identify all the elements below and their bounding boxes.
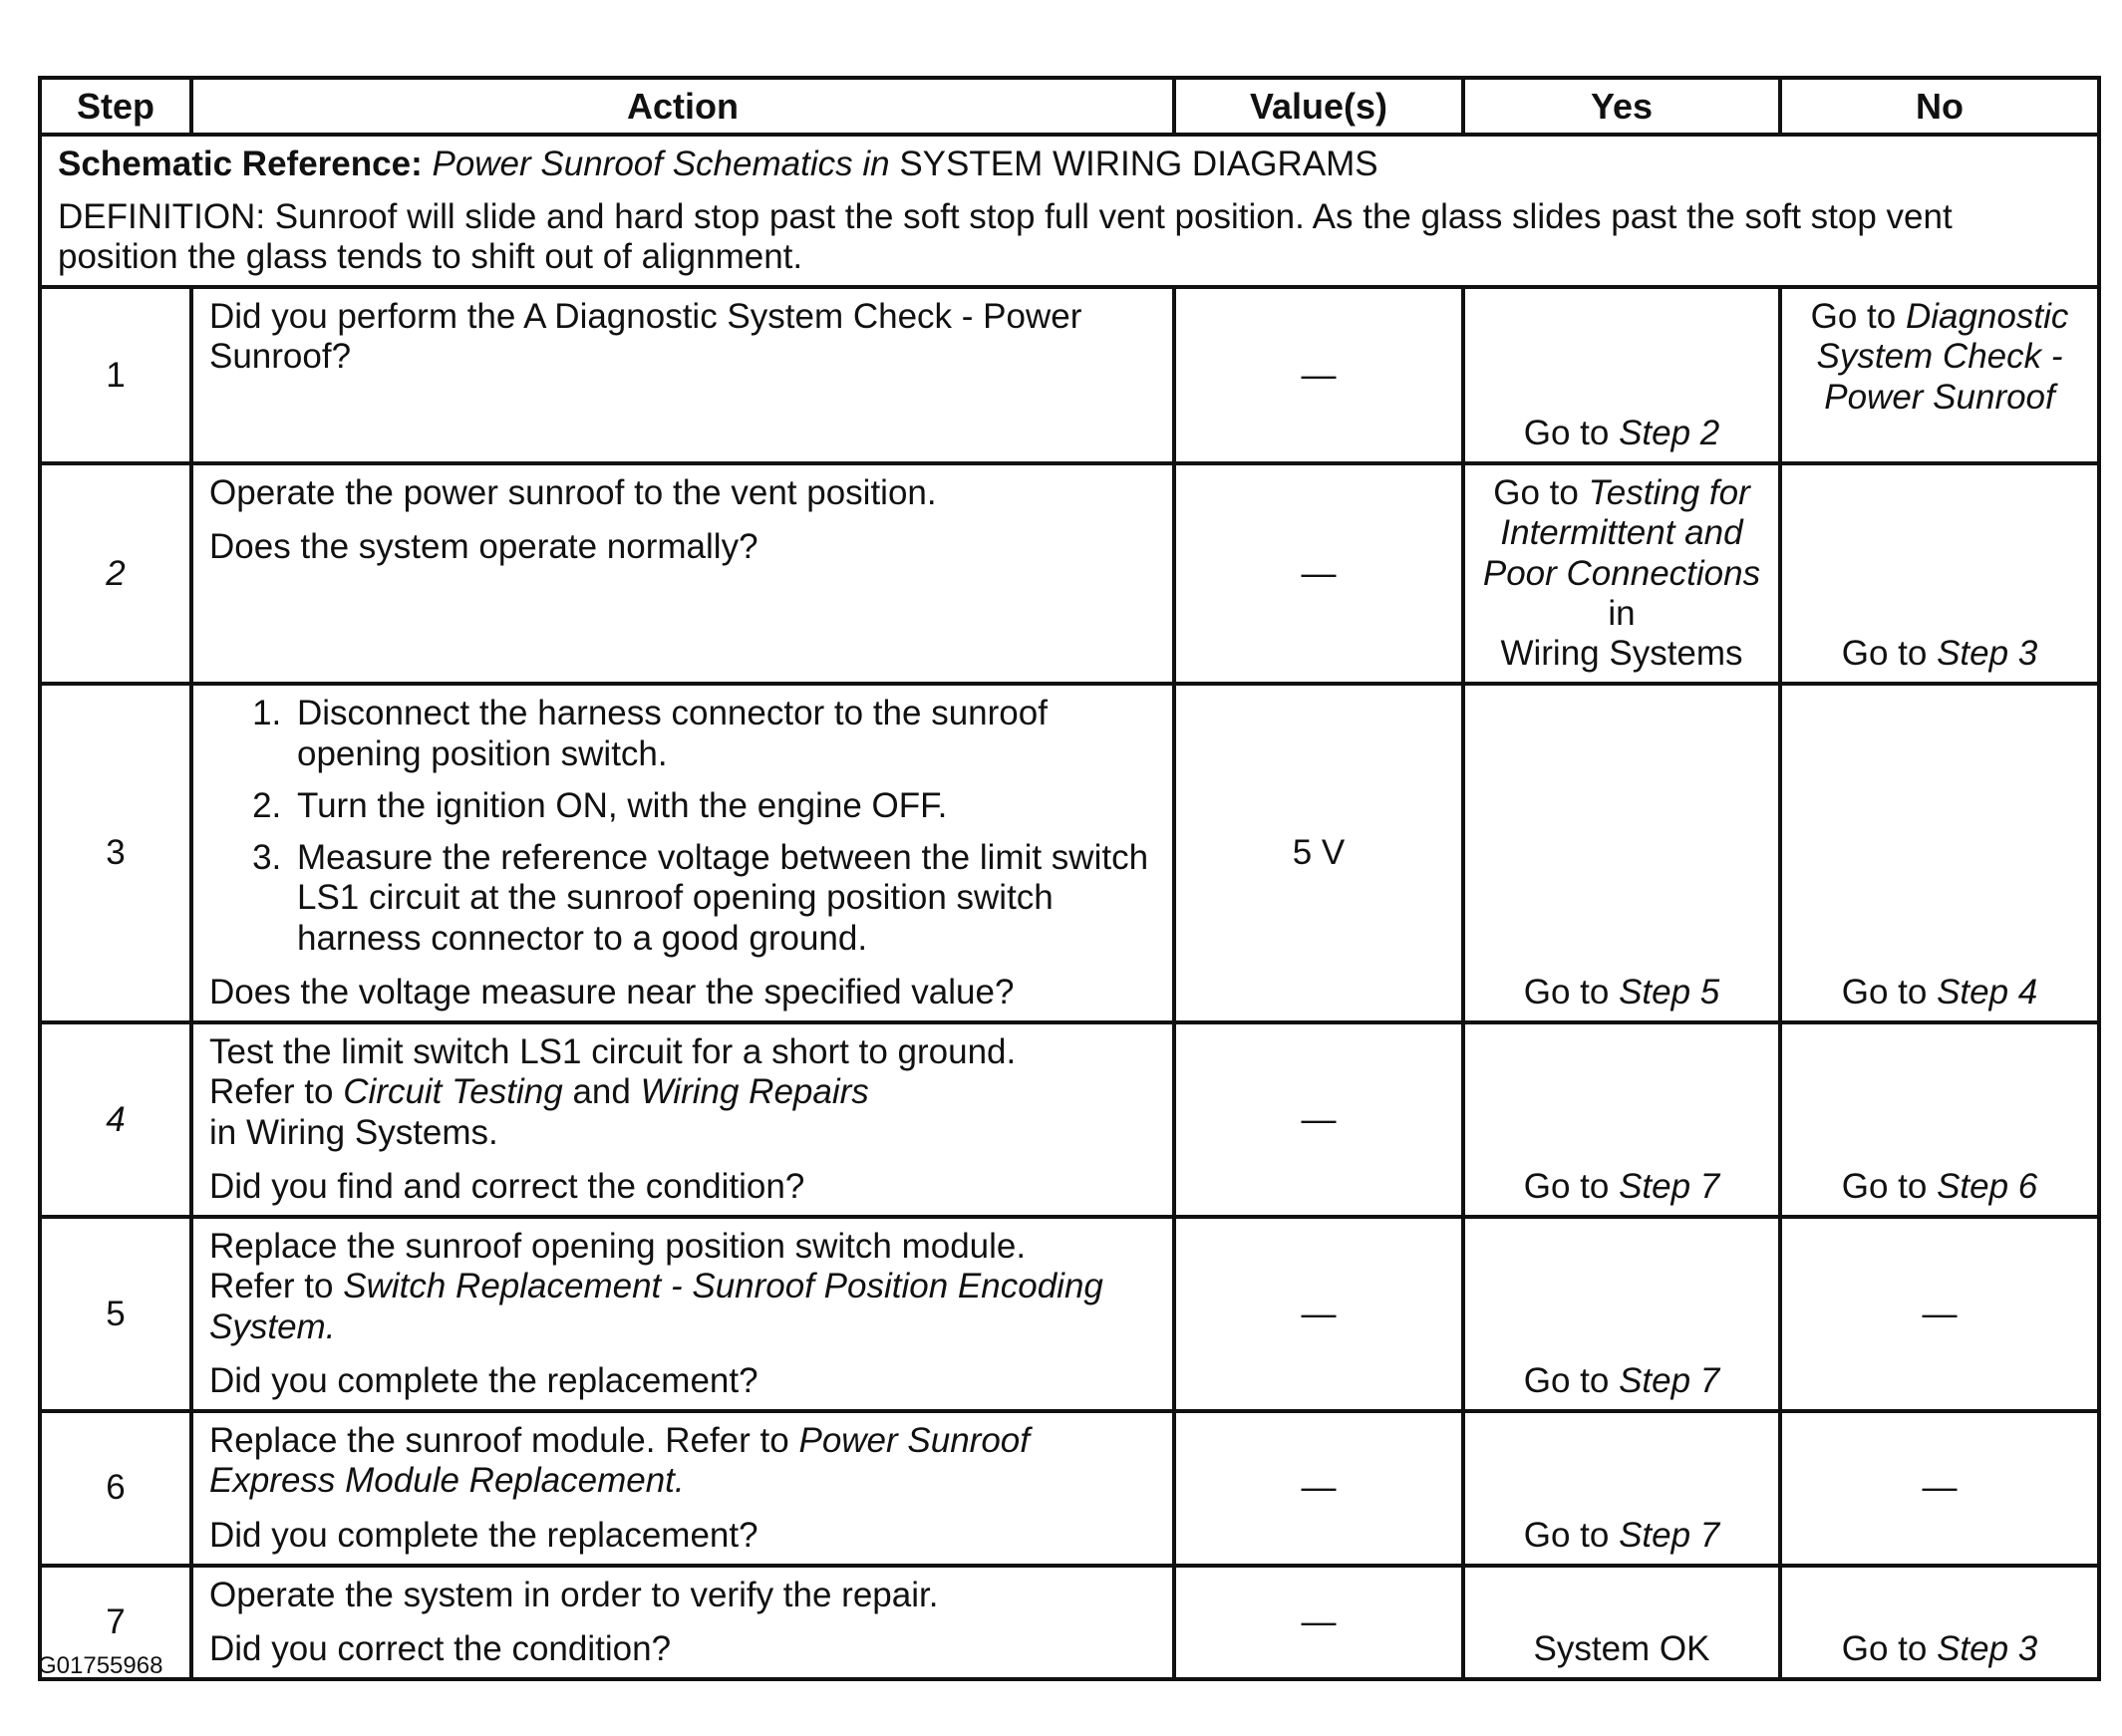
table-row [40, 463, 2099, 684]
table-row [40, 1217, 2099, 1411]
go-to-label: Go to [1841, 1629, 1928, 1669]
action-question: Does the system operate normally? [209, 527, 758, 567]
action-cell [191, 463, 1174, 684]
no-link-line-3[interactable]: Power Sunroof [1824, 377, 2055, 417]
value-cell: — [1174, 287, 1463, 463]
yes-step-link[interactable]: Step 2 [1619, 413, 1720, 452]
action-text-part: Replace the sunroof module. Refer to [209, 1421, 789, 1461]
no-cell [1780, 684, 2099, 1022]
header-values: Value(s) [1174, 78, 1463, 135]
yes-cell [1463, 1217, 1780, 1411]
reference-link[interactable]: Circuit Testing [343, 1072, 563, 1112]
table-row [40, 1022, 2099, 1217]
no-link-line-1[interactable]: Diagnostic [1905, 297, 2069, 337]
action-text-part: Replace the sunroof opening position switch module. [209, 1227, 1027, 1267]
action-text: Operate the system in order to verify the repair. [209, 1575, 939, 1614]
yes-step-link[interactable]: Step 7 [1619, 1515, 1720, 1555]
yes-link-line-3[interactable]: Poor Connections [1482, 553, 1761, 593]
go-to-label: Go to [1523, 1360, 1610, 1400]
go-to-label: Go to [1493, 473, 1579, 513]
action-text: Did you perform the A Diagnostic System Check - Power Sunroof? [209, 297, 1082, 377]
go-to-label: Go to [1523, 972, 1610, 1012]
action-steps-list [209, 694, 1156, 959]
schematic-reference [58, 145, 2081, 184]
go-to-label: Go to [1523, 1515, 1610, 1555]
value-cell: — [1174, 1217, 1463, 1411]
header-step: Step [40, 78, 191, 135]
table-row [40, 287, 2099, 463]
list-item: 2. Turn the ignition ON, with the engine OFF. [291, 786, 1156, 826]
action-text-part: Test the limit switch LS1 circuit for a short to ground. [209, 1032, 1017, 1072]
action-cell [191, 1411, 1174, 1566]
no-step-link[interactable]: Step 3 [1937, 634, 2038, 674]
yes-step-link[interactable]: Step 7 [1619, 1360, 1720, 1400]
action-text: Operate the power sunroof to the vent position. [209, 473, 937, 513]
yes-step-link[interactable]: Step 7 [1619, 1166, 1720, 1206]
yes-line-5: Wiring Systems [1500, 634, 1743, 674]
schematic-reference-link: Power Sunroof Schematics in [432, 145, 890, 184]
step-number: 7 [40, 1566, 191, 1680]
action-text-part: in Wiring Systems. [209, 1112, 498, 1152]
table-row [40, 1566, 2099, 1680]
go-to-label: Go to [1810, 297, 1897, 337]
no-link-line-2[interactable]: System Check - [1816, 337, 2063, 377]
no-cell: — [1780, 1217, 2099, 1411]
action-cell [191, 1217, 1174, 1411]
go-to-label: Go to [1523, 413, 1610, 452]
no-step-link[interactable]: Step 3 [1937, 1629, 2038, 1669]
reference-link[interactable]: Power Sunroof Express Module Replacement [209, 1421, 1030, 1501]
yes-cell [1463, 1022, 1780, 1217]
action-question: Did you find and correct the condition? [209, 1166, 805, 1206]
value-cell: — [1174, 463, 1463, 684]
action-cell [191, 1022, 1174, 1217]
no-cell: — [1780, 1411, 2099, 1566]
no-step-link[interactable]: Step 4 [1937, 972, 2038, 1012]
intro-row [40, 135, 2099, 287]
list-item: 3. Measure the reference voltage between the limit switch LS1 circuit at the sunroof opening position switch harness connector to a good ground. [291, 838, 1156, 959]
figure-id: G01755968 [38, 1652, 163, 1679]
action-cell [191, 1566, 1174, 1680]
step-number: 4 [40, 1022, 191, 1217]
action-cell [191, 684, 1174, 1022]
action-text [209, 1032, 1156, 1153]
action-text: Replace the sunroof module. Refer to Power Sunroof Express Module Replacement. [209, 1421, 1030, 1501]
table-row [40, 1411, 2099, 1566]
step-number: 6 [40, 1411, 191, 1566]
table-row [40, 684, 2099, 1022]
definition: DEFINITION: Sunroof will slide and hard stop past the soft stop full vent position. As the glass slides past the soft stop vent position the glass tends to shift out of alignment. [58, 196, 1953, 276]
go-to-label: Go to [1841, 634, 1928, 674]
action-text: Replace the sunroof opening position switch module. Refer to Switch Replacement - Sunroof Position Encoding System. [209, 1227, 1103, 1346]
no-cell [1780, 287, 2099, 463]
action-text-part: and [572, 1072, 631, 1112]
yes-link-line-1[interactable]: Testing for [1588, 473, 1750, 513]
header-yes: Yes [1463, 78, 1780, 135]
yes-cell: System OK [1463, 1566, 1780, 1680]
header-action: Action [191, 78, 1174, 135]
value-cell: — [1174, 1411, 1463, 1566]
schematic-reference-label: Schematic Reference: [58, 145, 423, 184]
go-to-label: Go to [1841, 972, 1928, 1012]
action-question: Did you complete the replacement? [209, 1360, 758, 1400]
action-text-part: Refer to [209, 1072, 334, 1112]
action-question: Does the voltage measure near the specified value? [209, 972, 1015, 1012]
reference-link[interactable]: Switch Replacement - Sunroof Position Encoding System [209, 1267, 1103, 1346]
action-text-part: Refer to [209, 1267, 334, 1306]
go-to-label: Go to [1523, 1166, 1610, 1206]
no-step-link[interactable]: Step 6 [1937, 1166, 2038, 1206]
action-cell [191, 287, 1174, 463]
step-number: 5 [40, 1217, 191, 1411]
value-cell: — [1174, 1022, 1463, 1217]
header-row [40, 78, 2099, 135]
go-to-label: Go to [1841, 1166, 1928, 1206]
yes-step-link[interactable]: Step 5 [1619, 972, 1720, 1012]
reference-link[interactable]: Wiring Repairs [640, 1072, 869, 1112]
diagnostic-table [38, 76, 2101, 1681]
yes-cell [1463, 287, 1780, 463]
step-number: 3 [40, 684, 191, 1022]
intro-cell [40, 135, 2099, 287]
no-cell [1780, 1022, 2099, 1217]
action-question: Did you complete the replacement? [209, 1515, 758, 1555]
yes-cell [1463, 684, 1780, 1022]
value-cell: — [1174, 1566, 1463, 1680]
no-cell [1780, 1566, 2099, 1680]
yes-line-4: in [1608, 593, 1636, 633]
yes-cell [1463, 463, 1780, 684]
schematic-reference-tail: SYSTEM WIRING DIAGRAMS [899, 145, 1378, 184]
header-no: No [1780, 78, 2099, 135]
list-item: 1. Disconnect the harness connector to the sunroof opening position switch. [291, 694, 1156, 774]
no-cell [1780, 463, 2099, 684]
yes-cell [1463, 1411, 1780, 1566]
step-number: 2 [40, 463, 191, 684]
yes-link-line-2[interactable]: Intermittent and [1500, 513, 1743, 553]
value-cell: 5 V [1174, 684, 1463, 1022]
step-number: 1 [40, 287, 191, 463]
action-question: Did you correct the condition? [209, 1629, 672, 1669]
